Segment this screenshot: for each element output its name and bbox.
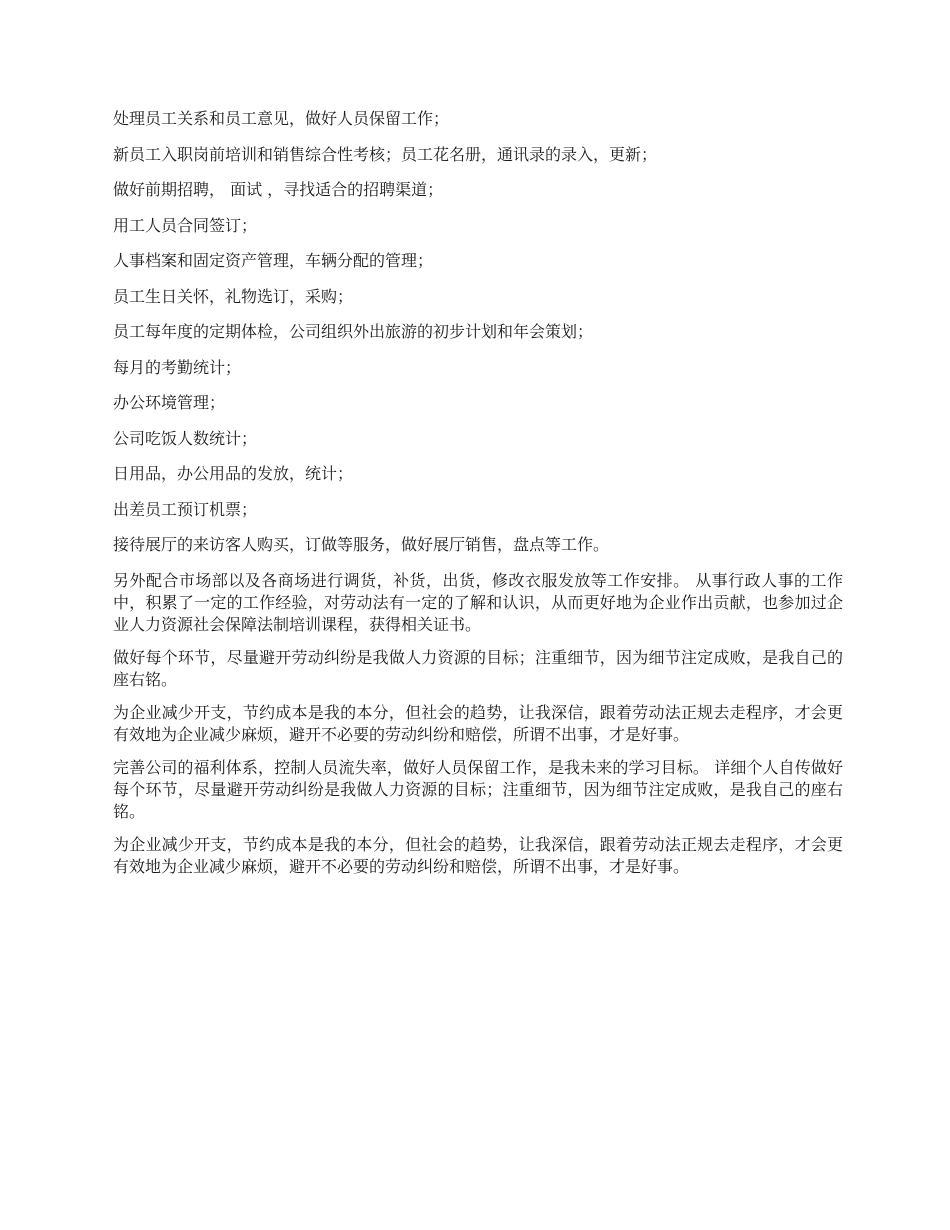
paragraph-birthday-care: 员工生日关怀，礼物选订，采购； (113, 286, 354, 306)
paragraph-showroom-reception: 接待展厅的来访客人购买，订做等服务，做好展厅销售，盘点等工作。 (113, 535, 610, 554)
paragraph-meal-count: 公司吃饭人数统计； (113, 428, 258, 448)
paragraph-employee-relations: 处理员工关系和员工意见，做好人员保留工作； (113, 109, 450, 128)
paragraph-onboarding-training: 新员工入职岗前培训和销售综合性考核；员工花名册，通讯录的录入，更新； (113, 144, 658, 164)
document-body (113, 108, 843, 889)
paragraph-market-coordination: 另外配合市场部以及各商场进行调货，补货，出货，修改衣服发放等工作安排。 从事行政人事的工作中，积累了一定的工作经验，对劳动法有一定的了解和认识，从而更好地为企业作出贡献，也参加过企业人力资源社会保障法制培训课程，获得相关证书。 (113, 570, 843, 634)
paragraph-contract-signing: 用工人员合同签订； (113, 215, 258, 235)
paragraph-flight-booking: 出差员工预订机票； (113, 499, 258, 519)
paragraph-annual-checkup: 员工每年度的定期体检，公司组织外出旅游的初步计划和年会策划； (113, 322, 594, 341)
paragraph-hr-goal: 做好每个环节，尽量避开劳动纠纷是我做人力资源的目标；注重细节，因为细节注定成败，是我自己的座右铭。 (113, 647, 843, 689)
paragraph-office-environment: 办公环境管理； (113, 393, 226, 412)
paragraph-supplies: 日用品，办公用品的发放，统计； (113, 464, 354, 483)
paragraph-attendance: 每月的考勤统计； (113, 357, 242, 377)
paragraph-cost-saving: 为企业减少开支，节约成本是我的本分，但社会的趋势，让我深信，跟着劳动法正规去走程序，才会更有效地为企业减少麻烦，避开不必要的劳动纠纷和赔偿，所谓不出事，才是好事。 (113, 702, 843, 744)
paragraph-cost-saving-repeat: 为企业减少开支，节约成本是我的本分，但社会的趋势，让我深信，跟着劳动法正规去走程序，才会更有效地为企业减少麻烦，避开不必要的劳动纠纷和赔偿，所谓不出事，才是好事。 (113, 834, 843, 876)
paragraph-welfare-system: 完善公司的福利体系，控制人员流失率，做好人员保留工作，是我未来的学习目标。 详细个人自传做好每个环节，尽量避开劳动纠纷是我做人力资源的目标；注重细节，因为细节注定成败，是我自己的座右铭。 (113, 757, 843, 821)
paragraph-recruitment: 做好前期招聘， 面试 ，寻找适合的招聘渠道； (113, 180, 444, 199)
paragraph-personnel-files: 人事档案和固定资产管理，车辆分配的管理； (113, 251, 434, 270)
